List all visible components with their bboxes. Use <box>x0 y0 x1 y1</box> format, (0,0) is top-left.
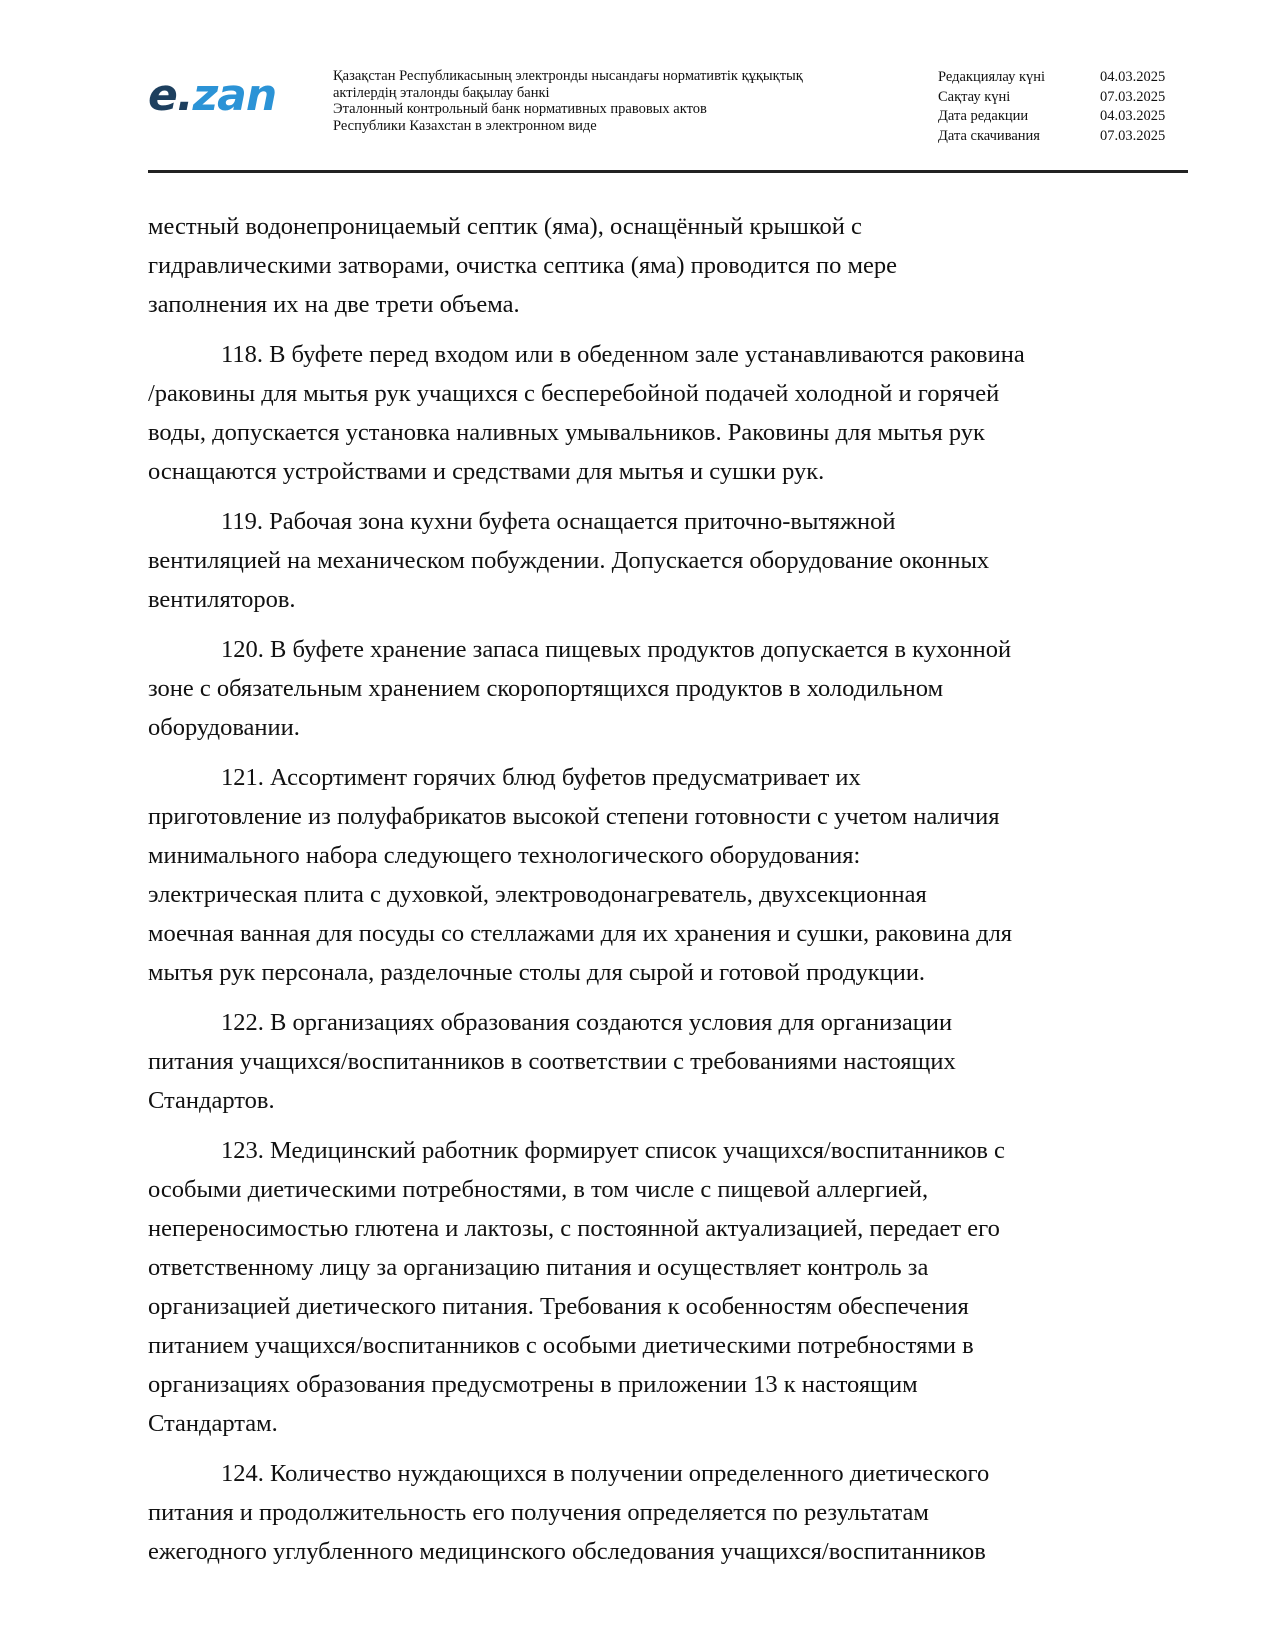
text-line: организациях образования предусмотрены в приложении 13 к настоящим <box>148 1371 918 1398</box>
text-line: вентиляторов. <box>148 586 296 613</box>
paragraph-118 <box>148 335 1198 491</box>
text-line: 124. Количество нуждающихся в получении определенного диетического <box>221 1460 990 1487</box>
text-line: особыми диетическими потребностями, в том числе с пищевой аллергией, <box>148 1176 929 1203</box>
ezan-logo <box>148 70 277 121</box>
logo-dot: . <box>176 70 193 121</box>
text-line: минимального набора следующего технологического оборудования: <box>148 842 861 869</box>
text-line: непереносимостью глютена и лактозы, с постоянной актуализацией, передает его <box>148 1215 1000 1242</box>
text-line: питанием учащихся/воспитанников с особыми диетическими потребностями в <box>148 1332 974 1359</box>
date-value: 07.03.2025 <box>1100 88 1166 105</box>
document-body <box>148 207 1198 1582</box>
text-line: гидравлическими затворами, очистка септика (яма) проводится по мере <box>148 252 898 279</box>
text-line: электрическая плита с духовкой, электроводонагреватель, двухсекционная <box>148 881 927 908</box>
text-line: организацией диетического питания. Требования к особенностям обеспечения <box>148 1293 969 1320</box>
paragraph-123 <box>148 1131 1198 1443</box>
text-line: ответственному лицу за организацию питания и осуществляет контроль за <box>148 1254 929 1281</box>
text-line: 122. В организациях образования создаются условия для организации <box>221 1009 953 1036</box>
date-label: Дата редакции <box>938 108 1029 124</box>
date-label: Сақтау күні <box>938 88 1011 105</box>
paragraph <box>148 207 1198 324</box>
text-line: оборудовании. <box>148 714 300 741</box>
text-line: вентиляцией на механическом побуждении. Допускается оборудование оконных <box>148 547 990 574</box>
source-line: Қазақстан Республикасының электронды нысандағы нормативтік құқықтық <box>333 68 803 84</box>
paragraph-121 <box>148 758 1198 992</box>
source-line: Республики Казахстан в электронном виде <box>333 117 597 134</box>
text-line: 121. Ассортимент горячих блюд буфетов предусматривает их <box>221 764 861 791</box>
text-line: моечная ванная для посуды со стеллажами для их хранения и сушки, раковина для <box>148 920 1013 947</box>
text-line: заполнения их на две трети объема. <box>148 291 520 318</box>
text-line: зоне с обязательным хранением скоропортящихся продуктов в холодильном <box>148 675 944 702</box>
text-line: 118. В буфете перед входом или в обеденном зале устанавливаются раковина <box>221 341 1025 368</box>
date-table <box>938 68 1188 146</box>
text-line: 120. В буфете хранение запаса пищевых продуктов допускается в кухонной <box>221 636 1012 663</box>
text-line: 123. Медицинский работник формирует список учащихся/воспитанников с <box>221 1137 1005 1164</box>
date-value: 04.03.2025 <box>1100 108 1166 124</box>
text-line: мытья рук персонала, разделочные столы для сырой и готовой продукции. <box>148 959 926 986</box>
date-row <box>938 68 1188 88</box>
paragraph-119 <box>148 502 1198 619</box>
date-row <box>938 127 1188 147</box>
source-description <box>333 68 893 134</box>
text-line: местный водонепроницаемый септик (яма), оснащённый крышкой с <box>148 213 862 240</box>
header-divider <box>148 170 1188 173</box>
source-line: актілердің эталонды бақылау банкі <box>333 84 550 101</box>
source-line: Эталонный контрольный банк нормативных правовых актов <box>333 101 707 117</box>
date-row <box>938 88 1188 108</box>
paragraph-122 <box>148 1003 1198 1120</box>
logo-e-letter: e <box>148 70 177 121</box>
date-row <box>938 107 1188 127</box>
text-line: приготовление из полуфабрикатов высокой степени готовности с учетом наличия <box>148 803 1000 830</box>
page-header <box>148 66 1188 170</box>
text-line: питания учащихся/воспитанников в соответствии с требованиями настоящих <box>148 1048 956 1075</box>
text-line: /раковины для мытья рук учащихся с бесперебойной подачей холодной и горячей <box>148 380 1000 407</box>
date-label: Редакциялау күні <box>938 69 1046 85</box>
text-line: 119. Рабочая зона кухни буфета оснащается приточно-вытяжной <box>221 508 896 535</box>
paragraph-124 <box>148 1454 1198 1571</box>
text-line: Стандартам. <box>148 1410 278 1437</box>
date-value: 04.03.2025 <box>1100 69 1166 85</box>
date-value: 07.03.2025 <box>1100 127 1166 144</box>
paragraph-120 <box>148 630 1198 747</box>
date-label: Дата скачивания <box>938 127 1040 144</box>
text-line: ежегодного углубленного медицинского обследования учащихся/воспитанников <box>148 1538 986 1565</box>
text-line: воды, допускается установка наливных умывальников. Раковины для мытья рук <box>148 419 985 446</box>
text-line: Стандартов. <box>148 1087 275 1114</box>
text-line: оснащаются устройствами и средствами для мытья и сушки рук. <box>148 458 825 485</box>
text-line: питания и продолжительность его получения определяется по результатам <box>148 1499 929 1526</box>
logo-zan-text: zan <box>192 70 277 121</box>
